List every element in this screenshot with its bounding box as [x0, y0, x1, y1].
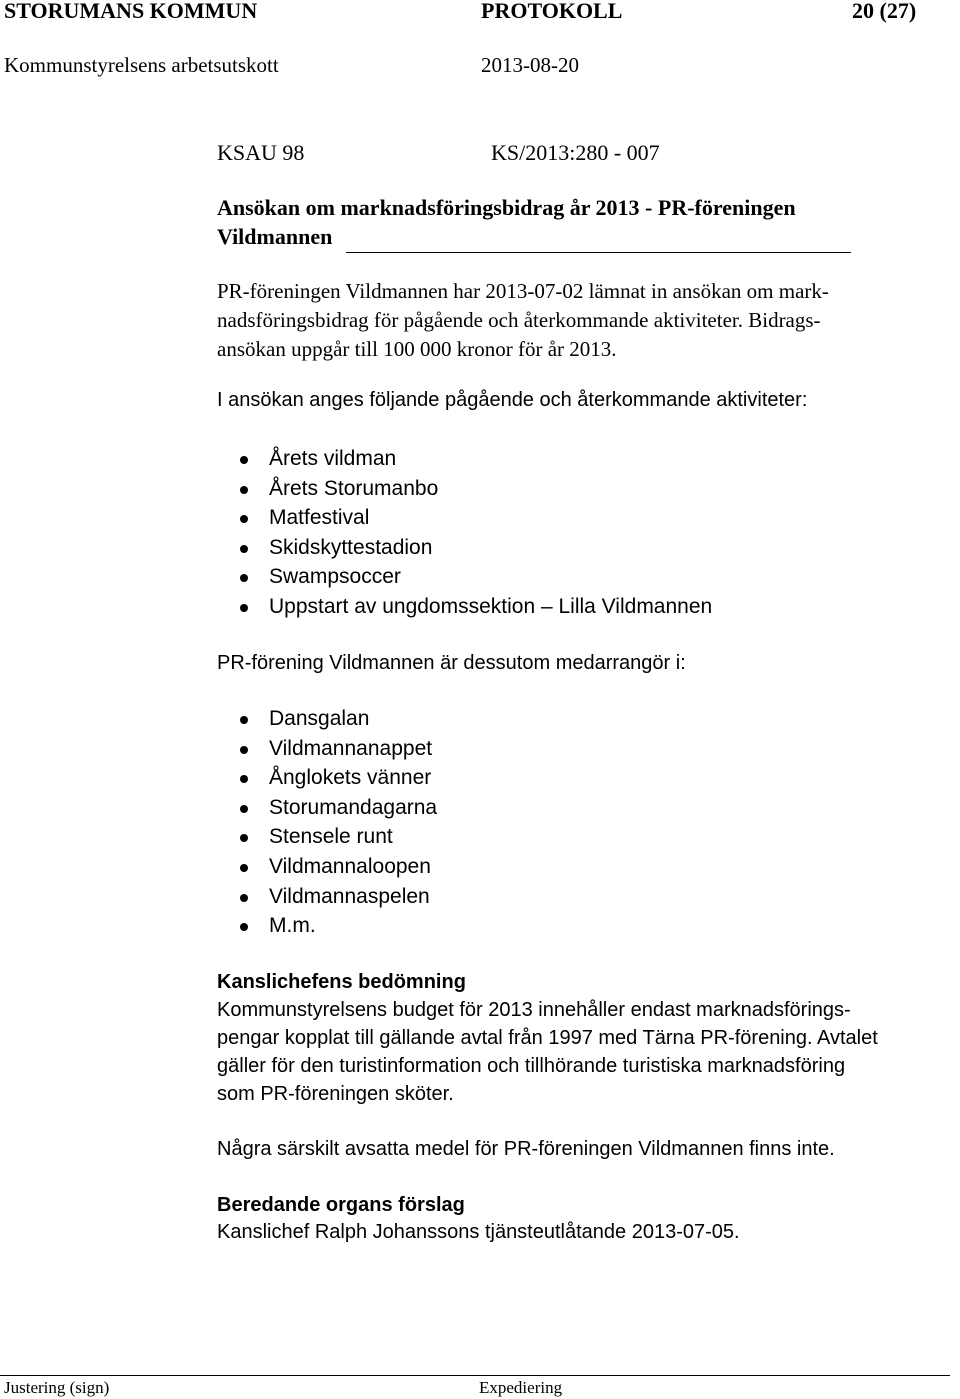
proposal-text: Kanslichef Ralph Johanssons tjänsteutlåtande 2013-07-05. — [217, 1221, 740, 1243]
municipality-name: STORUMANS KOMMUN — [4, 0, 258, 23]
case-title: Ansökan om marknadsföringsbidrag år 2013 - PR-föreningen — [217, 195, 796, 220]
footer-expediering: Expediering — [479, 1378, 563, 1397]
coorganizer-list — [240, 704, 437, 941]
list-item: Uppstart av ungdomssektion – Lilla Vildmannen — [240, 592, 712, 622]
list-item: Årets vildman — [240, 444, 712, 474]
case-title-line2: Vildmannen — [217, 224, 333, 249]
list-item: M.m. — [240, 911, 437, 941]
assessment-line: gäller för den turistinformation och tillhörande turistiska marknadsföring — [217, 1055, 846, 1077]
activities-list — [240, 444, 712, 622]
assessment-note: Några särskilt avsatta medel för PR-föreningen Vildmannen finns inte. — [217, 1138, 835, 1160]
list-item: Matfestival — [240, 503, 712, 533]
assessment-line: pengar kopplat till gällande avtal från 1997 med Tärna PR-förening. Avtalet — [217, 1027, 878, 1049]
meeting-date: 2013-08-20 — [481, 53, 579, 77]
footer-divider — [0, 1375, 950, 1376]
list-item: Årets Storumanbo — [240, 474, 712, 504]
case-number: KS/2013:280 - 007 — [491, 140, 660, 165]
section-number: KSAU 98 — [217, 140, 305, 165]
document-type: PROTOKOLL — [481, 0, 623, 23]
assessment-heading: Kanslichefens bedömning — [217, 971, 466, 993]
list-item: Storumandagarna — [240, 793, 437, 823]
list-item: Stensele runt — [240, 822, 437, 852]
proposal-heading: Beredande organs förslag — [217, 1194, 465, 1216]
intro-line: nadsföringsbidrag för pågående och återkommande aktiviteter. Bidrags- — [217, 308, 821, 332]
assessment-line: Kommunstyrelsens budget för 2013 innehåller endast marknadsförings- — [217, 999, 851, 1021]
page-number: 20 (27) — [852, 0, 917, 23]
list-item: Vildmannanappet — [240, 734, 437, 764]
list-item: Swampsoccer — [240, 562, 712, 592]
activities-lead: I ansökan anges följande pågående och återkommande aktiviteter: — [217, 389, 808, 411]
intro-line: PR-föreningen Vildmannen har 2013-07-02 lämnat in ansökan om mark- — [217, 279, 829, 303]
list-item: Vildmannaloopen — [240, 852, 437, 882]
intro-line: ansökan uppgår till 100 000 kronor för år 2013. — [217, 337, 617, 361]
list-item: Skidskyttestadion — [240, 533, 712, 563]
list-item: Dansgalan — [240, 704, 437, 734]
list-item: Vildmannaspelen — [240, 882, 437, 912]
committee-name: Kommunstyrelsens arbetsutskott — [4, 53, 279, 77]
title-underline — [346, 252, 851, 253]
footer-justering: Justering (sign) — [4, 1378, 110, 1397]
assessment-line: som PR-föreningen sköter. — [217, 1083, 454, 1105]
coorganizer-lead: PR-förening Vildmannen är dessutom medarrangör i: — [217, 652, 686, 674]
list-item: Ånglokets vänner — [240, 763, 437, 793]
